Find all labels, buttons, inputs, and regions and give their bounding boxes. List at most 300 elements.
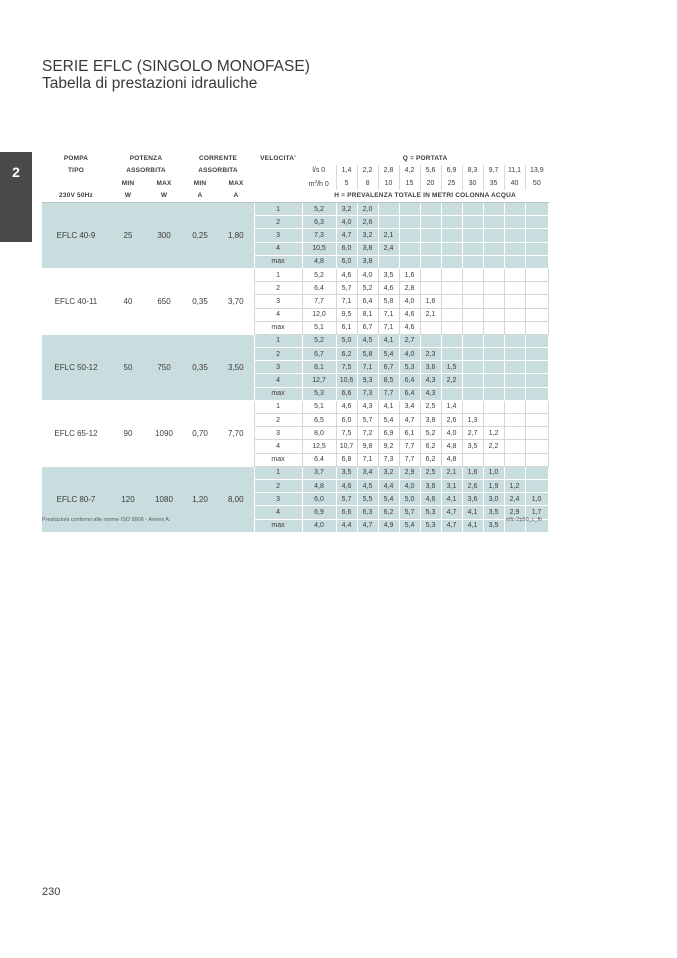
power-max: 1090	[146, 400, 182, 466]
head-value-cell	[483, 453, 504, 466]
head-value-cell: 1,3	[462, 414, 483, 427]
power-max: 300	[146, 203, 182, 269]
head-value-cell	[525, 361, 548, 374]
current-max: 1,80	[218, 203, 254, 269]
header-unit-a: A	[218, 190, 254, 203]
head-value-cell	[462, 268, 483, 281]
head-value-cell	[525, 216, 548, 229]
head-value-cell: 3,8	[420, 414, 441, 427]
head-value-cell: 4,0	[441, 427, 462, 440]
head-value-cell	[504, 255, 525, 268]
head-value-cell: 4,7	[441, 506, 462, 519]
flow-m3h-value: 8	[357, 177, 378, 190]
head-value-cell: 3,1	[441, 479, 462, 492]
head-value-cell: 5,7	[336, 493, 357, 506]
header-tipo: TIPO	[68, 167, 84, 175]
head-value-cell: 2,1	[441, 466, 462, 479]
head-value-cell: 4,8	[441, 440, 462, 453]
current-max: 7,70	[218, 400, 254, 466]
speed-cell: 1	[254, 268, 302, 281]
head-value-cell: 4,6	[399, 308, 420, 321]
head-value-cell	[525, 440, 548, 453]
head-value-cell: 4,6	[336, 400, 357, 413]
power-min: 40	[110, 268, 146, 334]
head-value-cell	[462, 242, 483, 255]
head-value-cell: 4,6	[336, 268, 357, 281]
flow-ls-value: 1,4	[336, 165, 357, 178]
head-value-cell: 4,0	[336, 216, 357, 229]
head-value-cell	[420, 282, 441, 295]
head-value-cell: 7,2	[357, 427, 378, 440]
head-value-cell	[483, 334, 504, 347]
head-value-cell: 6,3	[357, 506, 378, 519]
flow-ls-value: 9,7	[483, 165, 504, 178]
title-line-1: SERIE EFLC (SINGOLO MONOFASE)	[42, 58, 310, 75]
flow-m3h-value: 35	[483, 177, 504, 190]
head-value-cell: 3,8	[357, 242, 378, 255]
header-unit-a: A	[182, 190, 218, 203]
head-value-cell	[462, 295, 483, 308]
footnote-standard: Prestazioni conformi alle norme ISO 9906 - Annex A.	[42, 517, 171, 523]
head-value-cell: 6,5	[302, 414, 336, 427]
head-value-cell: 10,5	[302, 242, 336, 255]
head-value-cell: 4,3	[357, 400, 378, 413]
head-value-cell: 4,3	[420, 387, 441, 400]
speed-cell: max	[254, 255, 302, 268]
speed-cell: max	[254, 321, 302, 334]
head-value-cell: 2,5	[420, 400, 441, 413]
head-value-cell: 5,3	[420, 519, 441, 532]
head-value-cell	[420, 321, 441, 334]
head-value-cell: 6,6	[336, 506, 357, 519]
head-value-cell: 6,0	[336, 242, 357, 255]
head-value-cell	[462, 361, 483, 374]
table-row	[42, 466, 548, 479]
head-value-cell: 6,0	[336, 255, 357, 268]
head-value-cell: 2,6	[441, 414, 462, 427]
head-value-cell: 5,7	[336, 282, 357, 295]
head-value-cell: 5,1	[302, 400, 336, 413]
head-value-cell: 5,2	[302, 268, 336, 281]
current-min: 0,70	[182, 400, 218, 466]
head-value-cell: 4,7	[357, 519, 378, 532]
head-value-cell: 1,5	[441, 361, 462, 374]
head-value-cell: 5,7	[357, 414, 378, 427]
current-max: 8,00	[218, 466, 254, 532]
head-value-cell	[504, 466, 525, 479]
head-value-cell: 1,4	[441, 400, 462, 413]
flow-m3h-value: 50	[532, 179, 541, 187]
head-value-cell: 4,1	[378, 400, 399, 413]
head-value-cell: 2,6	[357, 216, 378, 229]
head-value-cell: 4,0	[357, 268, 378, 281]
head-value-cell: 6,4	[357, 295, 378, 308]
title-line-2: Tabella di prestazioni idrauliche	[42, 75, 258, 92]
head-value-cell: 4,6	[420, 493, 441, 506]
flow-ls-value: 2,8	[378, 165, 399, 178]
head-value-cell: 1,6	[462, 466, 483, 479]
head-value-cell	[441, 321, 462, 334]
speed-cell: 1	[254, 466, 302, 479]
header-pompa: POMPA	[63, 154, 89, 162]
head-value-cell	[504, 268, 525, 281]
head-value-cell: 5,0	[399, 493, 420, 506]
head-value-cell: 1,6	[420, 295, 441, 308]
speed-cell: 4	[254, 242, 302, 255]
head-value-cell: 7,5	[336, 361, 357, 374]
model-name: EFLC 50-12	[42, 334, 110, 400]
head-value-cell	[441, 348, 462, 361]
head-value-cell: 2,5	[420, 466, 441, 479]
head-value-cell: 3,5	[378, 268, 399, 281]
head-value-cell	[378, 216, 399, 229]
speed-cell: 1	[254, 400, 302, 413]
head-value-cell: 5,2	[302, 334, 336, 347]
head-value-cell	[441, 242, 462, 255]
head-value-cell	[504, 440, 525, 453]
head-value-cell	[483, 387, 504, 400]
head-value-cell: 3,8	[357, 255, 378, 268]
head-value-cell: 7,5	[336, 427, 357, 440]
power-max: 750	[146, 334, 182, 400]
head-value-cell: 7,1	[336, 295, 357, 308]
head-value-cell	[483, 242, 504, 255]
speed-cell: 3	[254, 493, 302, 506]
head-value-cell	[420, 334, 441, 347]
speed-cell: max	[254, 519, 302, 532]
head-value-cell: 3,5	[483, 519, 504, 532]
head-value-cell: 8,1	[357, 308, 378, 321]
head-value-cell	[441, 295, 462, 308]
performance-table-body	[42, 203, 548, 533]
flow-m3h-value: 30	[462, 177, 483, 190]
header-portata: Q = PORTATA	[402, 154, 448, 162]
head-value-cell: 2,9	[399, 466, 420, 479]
head-value-cell: 6,7	[357, 321, 378, 334]
head-value-cell: 7,7	[399, 440, 420, 453]
head-value-cell	[462, 453, 483, 466]
head-value-cell	[525, 348, 548, 361]
header-assorbita-corrente: ASSORBITA	[198, 167, 238, 175]
head-value-cell	[504, 229, 525, 242]
head-value-cell: 3,4	[357, 466, 378, 479]
head-value-cell: 6,2	[420, 440, 441, 453]
flow-m3h-value: 40	[504, 177, 525, 190]
head-value-cell: 6,2	[378, 506, 399, 519]
head-value-cell: 6,9	[378, 427, 399, 440]
head-value-cell	[483, 400, 504, 413]
head-value-cell: 3,5	[336, 466, 357, 479]
head-value-cell	[462, 348, 483, 361]
header-unit-w: W	[146, 190, 182, 203]
model-name: EFLC 65-12	[42, 400, 110, 466]
head-value-cell: 3,2	[357, 229, 378, 242]
head-value-cell	[399, 255, 420, 268]
head-value-cell: 1,2	[483, 427, 504, 440]
head-value-cell	[483, 216, 504, 229]
head-value-cell: 9,3	[357, 374, 378, 387]
head-value-cell: 4,1	[378, 334, 399, 347]
head-value-cell	[483, 308, 504, 321]
head-value-cell	[441, 203, 462, 216]
current-max: 3,50	[218, 334, 254, 400]
header-max-potenza: MAX	[156, 179, 172, 187]
head-value-cell: 5,2	[420, 427, 441, 440]
header-velocita: VELOCITA'	[260, 155, 296, 162]
header-prevalenza: H = PREVALENZA TOTALE IN METRI COLONNA ACQUA	[302, 190, 548, 203]
head-value-cell	[441, 282, 462, 295]
head-value-cell: 4,4	[378, 479, 399, 492]
header-max-corrente: MAX	[228, 179, 244, 187]
page-title	[42, 58, 310, 92]
head-value-cell	[462, 321, 483, 334]
head-value-cell: 3,2	[378, 466, 399, 479]
flow-m3h-value: 25	[441, 177, 462, 190]
head-value-cell	[462, 374, 483, 387]
speed-cell: 3	[254, 427, 302, 440]
head-value-cell: 9,8	[357, 440, 378, 453]
head-value-cell	[504, 321, 525, 334]
speed-cell: 1	[254, 203, 302, 216]
head-value-cell: 5,0	[336, 334, 357, 347]
head-value-cell: 4,6	[378, 282, 399, 295]
head-value-cell: 5,4	[378, 414, 399, 427]
head-value-cell: 2,8	[399, 282, 420, 295]
table-row	[42, 400, 548, 413]
head-value-cell	[420, 255, 441, 268]
head-value-cell	[504, 348, 525, 361]
speed-cell: max	[254, 453, 302, 466]
head-value-cell: 2,7	[399, 334, 420, 347]
head-value-cell: 7,3	[357, 387, 378, 400]
head-value-cell	[483, 268, 504, 281]
head-value-cell	[504, 414, 525, 427]
head-value-cell: 4,1	[441, 493, 462, 506]
head-value-cell	[525, 321, 548, 334]
head-value-cell: 1,2	[504, 479, 525, 492]
head-value-cell: 6,7	[378, 361, 399, 374]
head-value-cell: 4,3	[420, 374, 441, 387]
head-value-cell: 4,8	[302, 255, 336, 268]
head-value-cell: 2,1	[378, 229, 399, 242]
head-value-cell: 5,2	[357, 282, 378, 295]
head-value-cell: 2,7	[462, 427, 483, 440]
power-max: 1080	[146, 466, 182, 532]
head-value-cell: 6,8	[336, 453, 357, 466]
head-value-cell: 4,9	[378, 519, 399, 532]
power-min: 120	[110, 466, 146, 532]
table-row	[42, 268, 548, 281]
head-value-cell	[504, 203, 525, 216]
current-min: 0,35	[182, 268, 218, 334]
footnote-code: eflc-2p50_c_fh	[506, 517, 543, 523]
head-value-cell: 12,0	[302, 308, 336, 321]
head-value-cell: 2,9	[504, 506, 525, 519]
speed-cell: 3	[254, 229, 302, 242]
head-value-cell: 3,6	[462, 493, 483, 506]
head-value-cell: 4,5	[357, 334, 378, 347]
head-value-cell: 6,2	[420, 453, 441, 466]
head-value-cell	[483, 414, 504, 427]
head-value-cell	[504, 427, 525, 440]
flow-m3h-value: 10	[378, 177, 399, 190]
head-value-cell: 5,8	[357, 348, 378, 361]
head-value-cell	[462, 216, 483, 229]
flow-m3h-label: $m^3/h$ 0	[302, 177, 336, 190]
head-value-cell: 7,1	[357, 453, 378, 466]
head-value-cell: 4,1	[462, 506, 483, 519]
head-value-cell: 2,3	[420, 348, 441, 361]
header-unit-w: W	[110, 190, 146, 203]
head-value-cell	[504, 334, 525, 347]
model-name: EFLC 40-9	[42, 203, 110, 269]
head-value-cell: 7,1	[378, 308, 399, 321]
speed-cell: max	[254, 387, 302, 400]
head-value-cell	[399, 229, 420, 242]
head-value-cell: 6,6	[336, 387, 357, 400]
header-voltage: 230V 50Hz	[42, 190, 110, 203]
head-value-cell: 6,9	[302, 506, 336, 519]
power-min: 50	[110, 334, 146, 400]
head-value-cell: 4,7	[441, 519, 462, 532]
head-value-cell: 7,7	[302, 295, 336, 308]
section-tab	[0, 152, 32, 242]
head-value-cell: 4,5	[357, 479, 378, 492]
head-value-cell	[483, 348, 504, 361]
head-value-cell: 12,5	[302, 440, 336, 453]
head-value-cell: 1,0	[525, 493, 548, 506]
head-value-cell	[525, 282, 548, 295]
head-value-cell: 7,7	[378, 387, 399, 400]
head-value-cell: 5,1	[302, 321, 336, 334]
head-value-cell: 9,2	[378, 440, 399, 453]
head-value-cell: 5,8	[378, 295, 399, 308]
head-value-cell: 5,3	[399, 361, 420, 374]
flow-ls-value: 2,2	[357, 165, 378, 178]
head-value-cell: 3,6	[420, 361, 441, 374]
head-value-cell: 5,7	[399, 506, 420, 519]
head-value-cell: 5,3	[302, 387, 336, 400]
flow-m3h-value: 5	[336, 177, 357, 190]
speed-cell: 2	[254, 216, 302, 229]
head-value-cell: 12,7	[302, 374, 336, 387]
speed-cell: 3	[254, 361, 302, 374]
head-value-cell	[525, 334, 548, 347]
flow-ls-label: l/s 0	[302, 165, 336, 178]
head-value-cell	[504, 282, 525, 295]
head-value-cell: 4,8	[441, 453, 462, 466]
head-value-cell: 9,5	[336, 308, 357, 321]
head-value-cell: 6,1	[399, 427, 420, 440]
head-value-cell	[483, 295, 504, 308]
head-value-cell	[399, 216, 420, 229]
head-value-cell: 5,3	[420, 506, 441, 519]
head-value-cell: 4,1	[462, 519, 483, 532]
power-min: 25	[110, 203, 146, 269]
head-value-cell	[525, 466, 548, 479]
head-value-cell: 3,6	[420, 479, 441, 492]
head-value-cell: 6,0	[302, 493, 336, 506]
head-value-cell	[525, 268, 548, 281]
section-tab-number: 2	[12, 164, 20, 180]
head-value-cell	[525, 427, 548, 440]
head-value-cell	[525, 203, 548, 216]
flow-ls-value: 8,3	[462, 165, 483, 178]
power-min: 90	[110, 400, 146, 466]
speed-cell: 3	[254, 295, 302, 308]
speed-cell: 2	[254, 479, 302, 492]
head-value-cell: 4,8	[302, 479, 336, 492]
page-number: 230	[42, 886, 61, 898]
head-value-cell: 4,6	[399, 321, 420, 334]
head-value-cell	[483, 282, 504, 295]
head-value-cell	[525, 242, 548, 255]
head-value-cell	[483, 203, 504, 216]
current-min: 0,25	[182, 203, 218, 269]
head-value-cell	[525, 229, 548, 242]
header-assorbita-potenza: ASSORBITA	[126, 167, 166, 175]
head-value-cell	[504, 242, 525, 255]
head-value-cell	[441, 334, 462, 347]
head-value-cell: 2,2	[483, 440, 504, 453]
head-value-cell: 6,4	[302, 282, 336, 295]
head-value-cell	[525, 453, 548, 466]
head-value-cell	[504, 216, 525, 229]
head-value-cell	[399, 203, 420, 216]
head-value-cell: 6,0	[336, 414, 357, 427]
head-value-cell	[525, 374, 548, 387]
head-value-cell: 1,9	[483, 479, 504, 492]
head-value-cell	[462, 334, 483, 347]
head-value-cell: 7,1	[378, 321, 399, 334]
head-value-cell	[378, 203, 399, 216]
head-value-cell: 4,0	[399, 295, 420, 308]
head-value-cell: 1,0	[483, 466, 504, 479]
head-value-cell	[441, 308, 462, 321]
head-value-cell	[441, 255, 462, 268]
head-value-cell	[525, 295, 548, 308]
head-value-cell	[441, 216, 462, 229]
head-value-cell: 6,7	[302, 348, 336, 361]
header-min-potenza: MIN	[121, 179, 135, 187]
head-value-cell	[504, 387, 525, 400]
table-row	[42, 203, 548, 216]
head-value-cell	[483, 255, 504, 268]
flow-ls-value: 6,9	[441, 165, 462, 178]
head-value-cell: 4,4	[336, 519, 357, 532]
speed-cell: 2	[254, 414, 302, 427]
head-value-cell: 6,1	[336, 321, 357, 334]
flow-ls-value: 5,6	[420, 165, 441, 178]
head-value-cell: 3,7	[302, 466, 336, 479]
head-value-cell	[462, 282, 483, 295]
speed-cell: 4	[254, 506, 302, 519]
head-value-cell	[420, 216, 441, 229]
head-value-cell: 5,4	[378, 493, 399, 506]
head-value-cell: 6,3	[302, 216, 336, 229]
head-value-cell	[483, 361, 504, 374]
head-value-cell	[525, 308, 548, 321]
head-value-cell	[462, 387, 483, 400]
head-value-cell	[441, 268, 462, 281]
table-row	[42, 334, 548, 347]
head-value-cell	[441, 229, 462, 242]
head-value-cell: 6,2	[336, 348, 357, 361]
speed-cell: 2	[254, 348, 302, 361]
head-value-cell: 4,7	[336, 229, 357, 242]
speed-cell: 2	[254, 282, 302, 295]
header-corrente: CORRENTE	[198, 154, 238, 162]
